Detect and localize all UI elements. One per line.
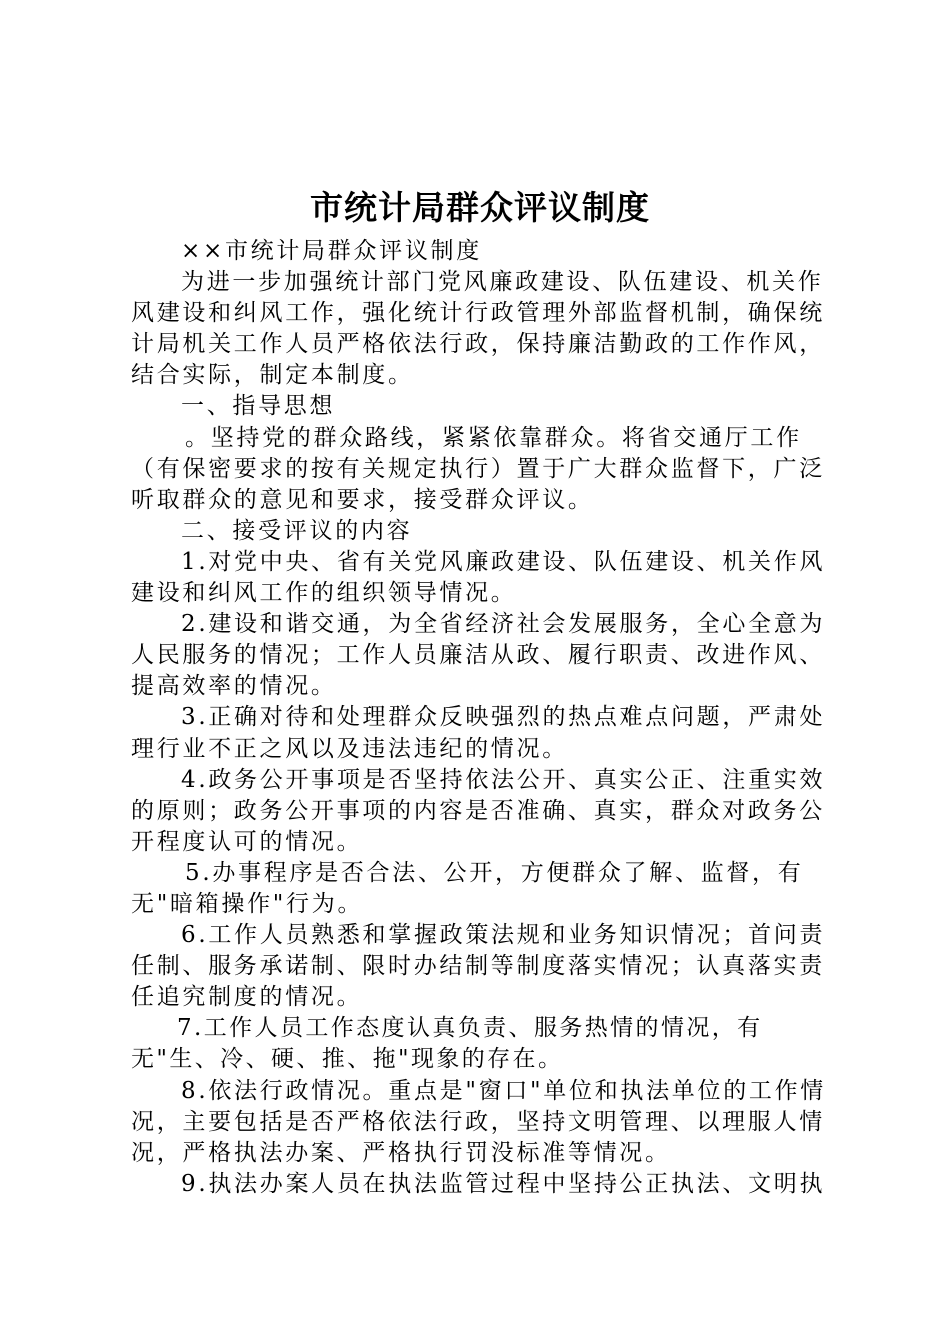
guiding-thought-paragraph: 。坚持党的群众路线，紧紧依靠群众。将省交通厅工作（有保密要求的按有关规定执行）置于广大群众监督下，广泛听取群众的意见和要求，接受群众评议。 <box>131 424 825 513</box>
review-item-3: 3.正确对待和处理群众反映强烈的热点难点问题，严肃处理行业不正之风以及违法违纪的情况。 <box>131 704 826 762</box>
document-title: 市统计局群众评议制度 <box>310 188 650 227</box>
section-heading-guiding-thought: 一、指导思想 <box>181 393 336 420</box>
document-body <box>131 236 837 1200</box>
intro-paragraph: 为进一步加强统计部门党风廉政建设、队伍建设、机关作风建设和纠风工作，强化统计行政管理外部监督机制，确保统计局机关工作人员严格依法行政，保持廉洁勤政的工作作风，结合实际，制定本制度。 <box>131 269 825 389</box>
review-item-6: 6.工作人员熟悉和掌握政策法规和业务知识情况；首问责任制、服务承诺制、限时办结制等制度落实情况；认真落实责任追究制度的情况。 <box>131 922 826 1011</box>
review-item-2: 2.建设和谐交通，为全省经济社会发展服务，全心全意为人民服务的情况；工作人员廉洁从政、履行职责、改进作风、提高效率的情况。 <box>131 611 826 700</box>
review-item-8: 8.依法行政情况。重点是"窗口"单位和执法单位的工作情况，主要包括是否严格依法行政，坚持文明管理、以理服人情况，严格执法办案、严格执行罚没标准等情况。 <box>131 1077 827 1166</box>
subtitle-paragraph: ××市统计局群众评议制度 <box>181 238 482 264</box>
review-item-4: 4.政务公开事项是否坚持依法公开、真实公正、注重实效的原则；政务公开事项的内容是否准确、真实，群众对政务公开程度认可的情况。 <box>131 766 826 855</box>
review-item-9: 9.执法办案人员在执法监管过程中坚持公正执法、文明执 <box>181 1170 826 1197</box>
section-heading-review-content: 二、接受评议的内容 <box>181 517 413 544</box>
review-item-1: 1.对党中央、省有关党风廉政建设、队伍建设、机关作风建设和纠风工作的组织领导情况。 <box>131 548 826 607</box>
review-item-5: 5.办事程序是否合法、公开，方便群众了解、监督，有无"暗箱操作"行为。 <box>131 859 804 917</box>
review-item-7: 7.工作人员工作态度认真负责、服务热情的情况，有无"生、冷、硬、推、拖"现象的存在。 <box>131 1015 763 1073</box>
